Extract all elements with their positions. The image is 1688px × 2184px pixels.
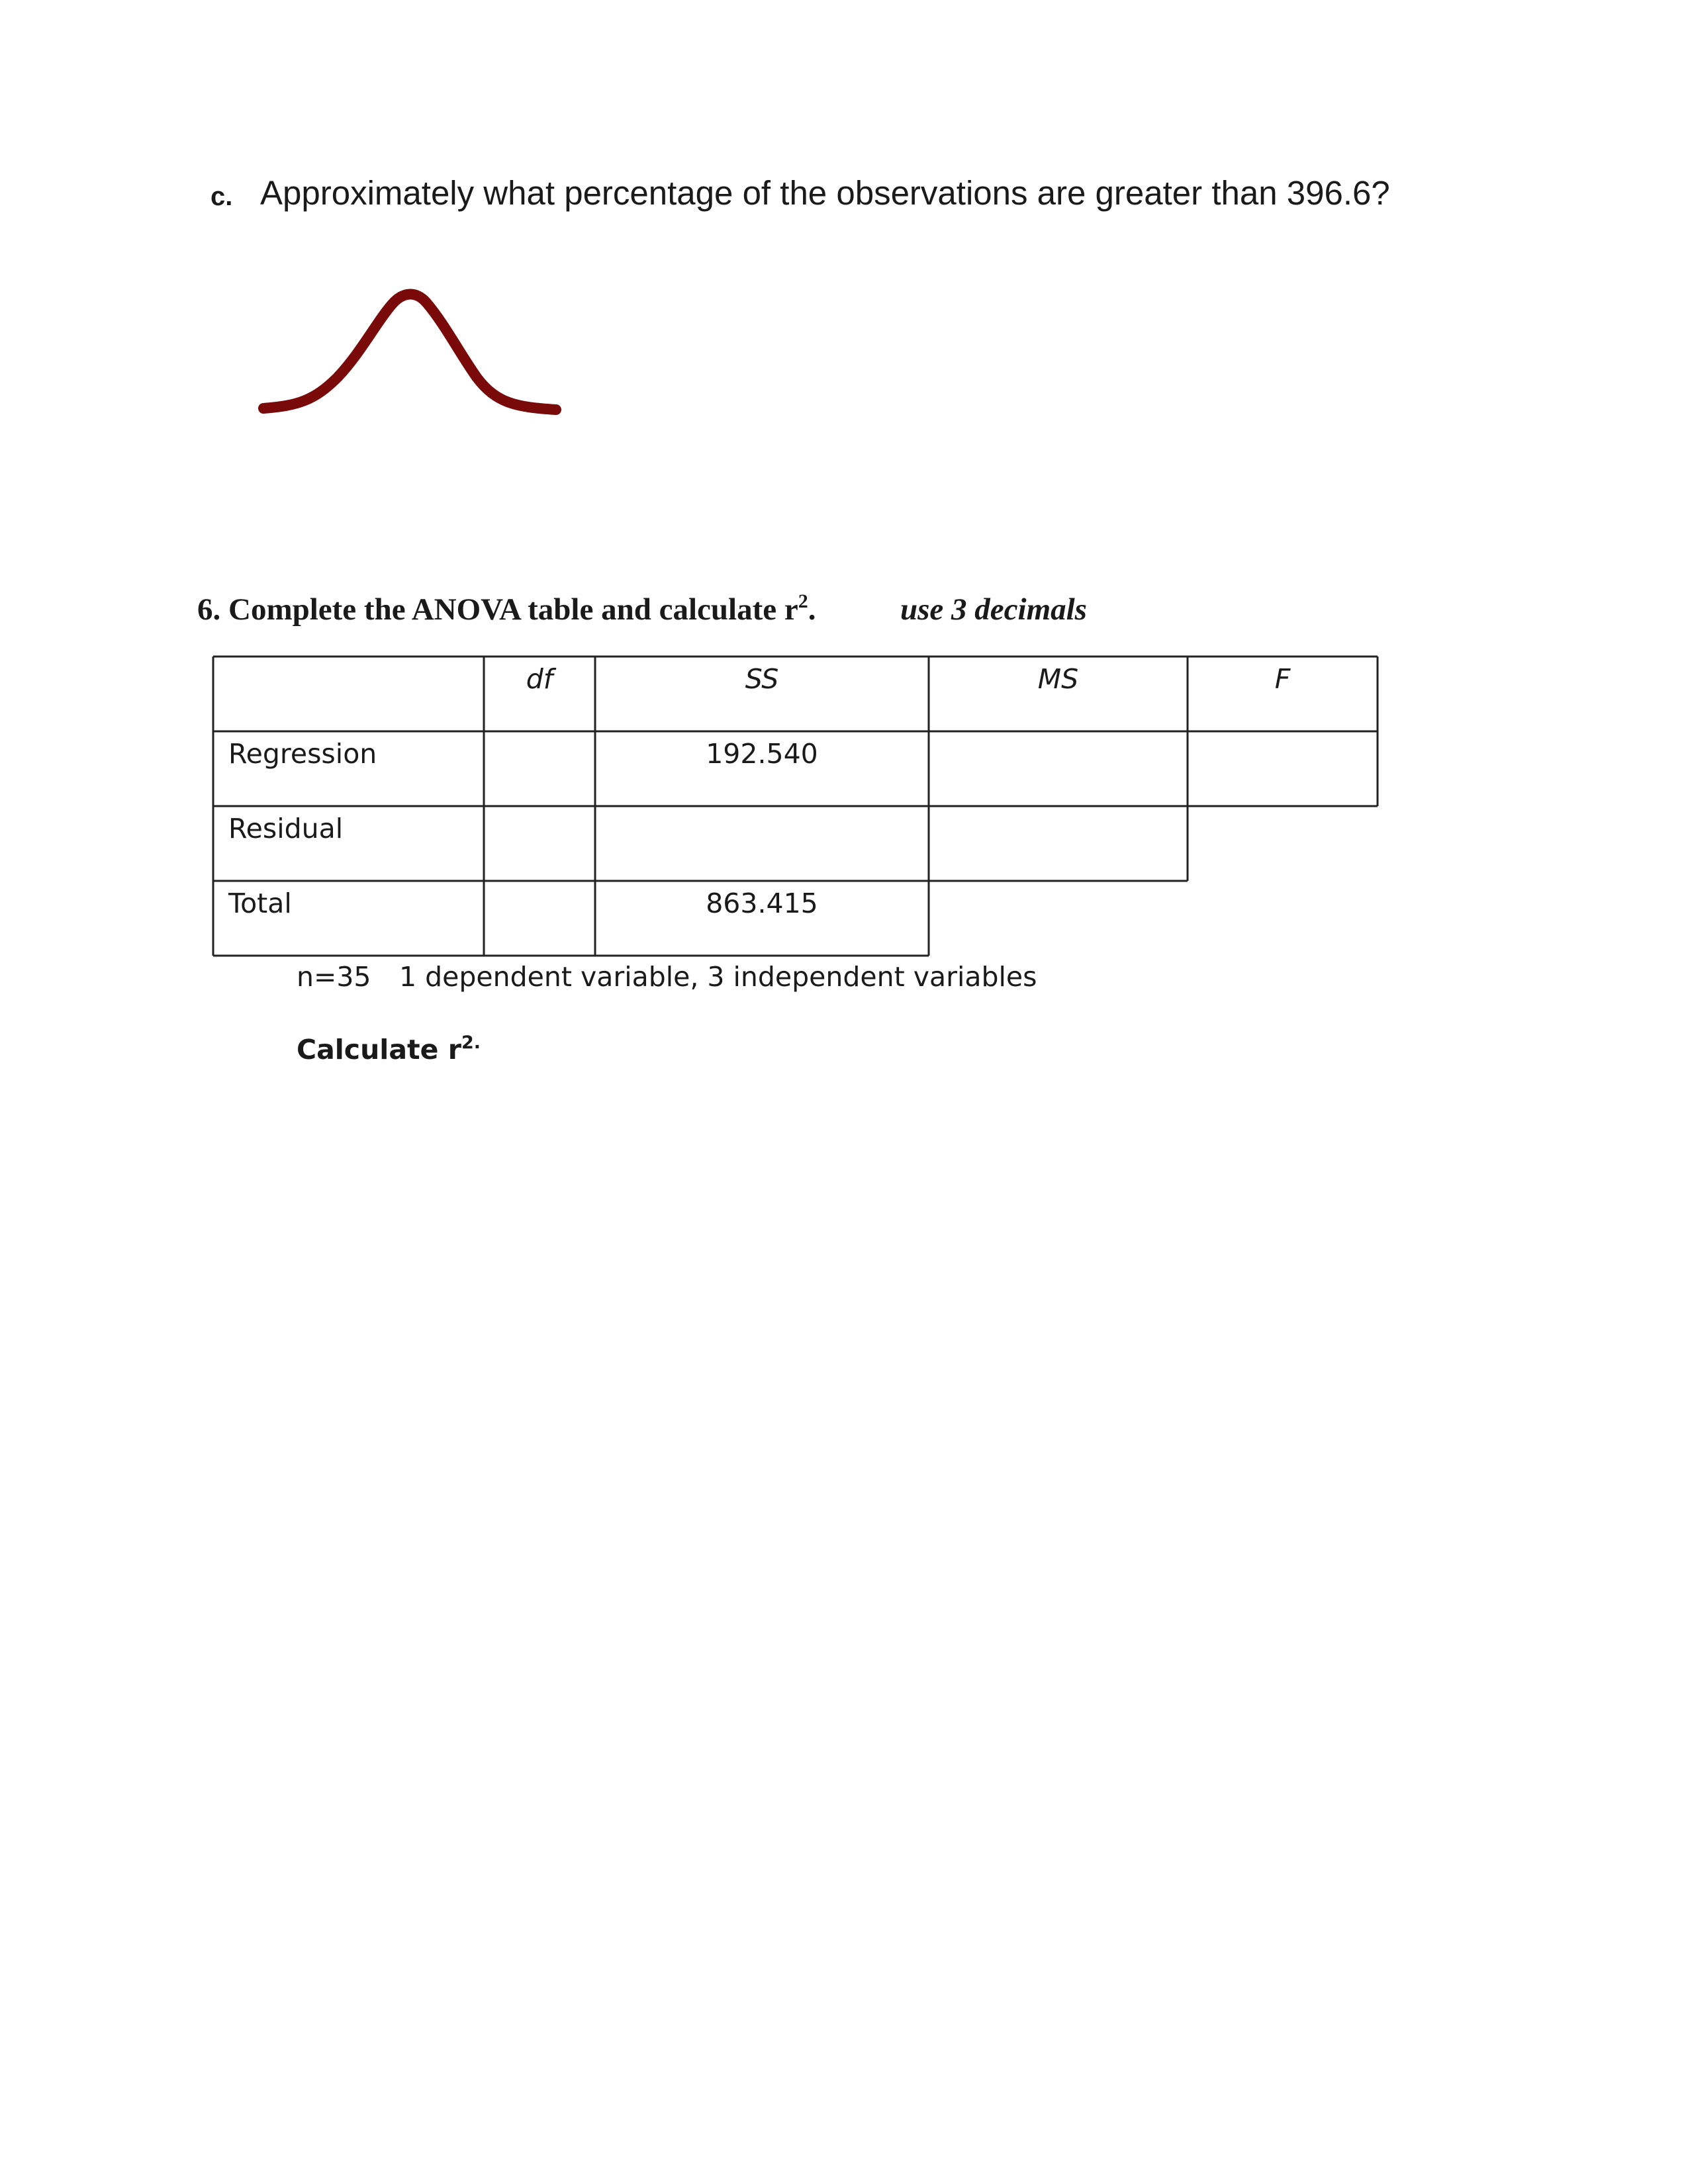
- question-c-text: Approximately what percentage of the observations are greater than 396.6?: [260, 174, 1390, 212]
- variables-description: 1 dependent variable, 3 independent variables: [399, 961, 1037, 993]
- question-6-heading-main: 6. Complete the ANOVA table and calculate r: [197, 592, 798, 627]
- question-c-label: c.: [211, 182, 233, 211]
- row-regression-ss: 192.540: [706, 738, 818, 770]
- row-residual-source: Residual: [228, 813, 344, 844]
- calculate-r2-sup: 2.: [461, 1032, 481, 1053]
- question-6-heading-end: .: [808, 592, 816, 627]
- calculate-r2-label: Calculate r: [297, 1034, 461, 1066]
- header-ms: MS: [1037, 663, 1079, 695]
- calculate-r2-prompt: [297, 1034, 481, 1066]
- row-total-ss: 863.415: [706, 887, 818, 919]
- row-total-source: Total: [228, 887, 292, 919]
- sample-size: n=35: [297, 961, 371, 993]
- question-6-heading-sup: 2: [798, 590, 808, 612]
- header-df: df: [526, 663, 553, 695]
- header-ss: SS: [745, 663, 779, 695]
- row-regression-source: Regression: [228, 738, 377, 770]
- question-6-note: use 3 decimals: [900, 592, 1087, 627]
- header-f: F: [1274, 663, 1291, 695]
